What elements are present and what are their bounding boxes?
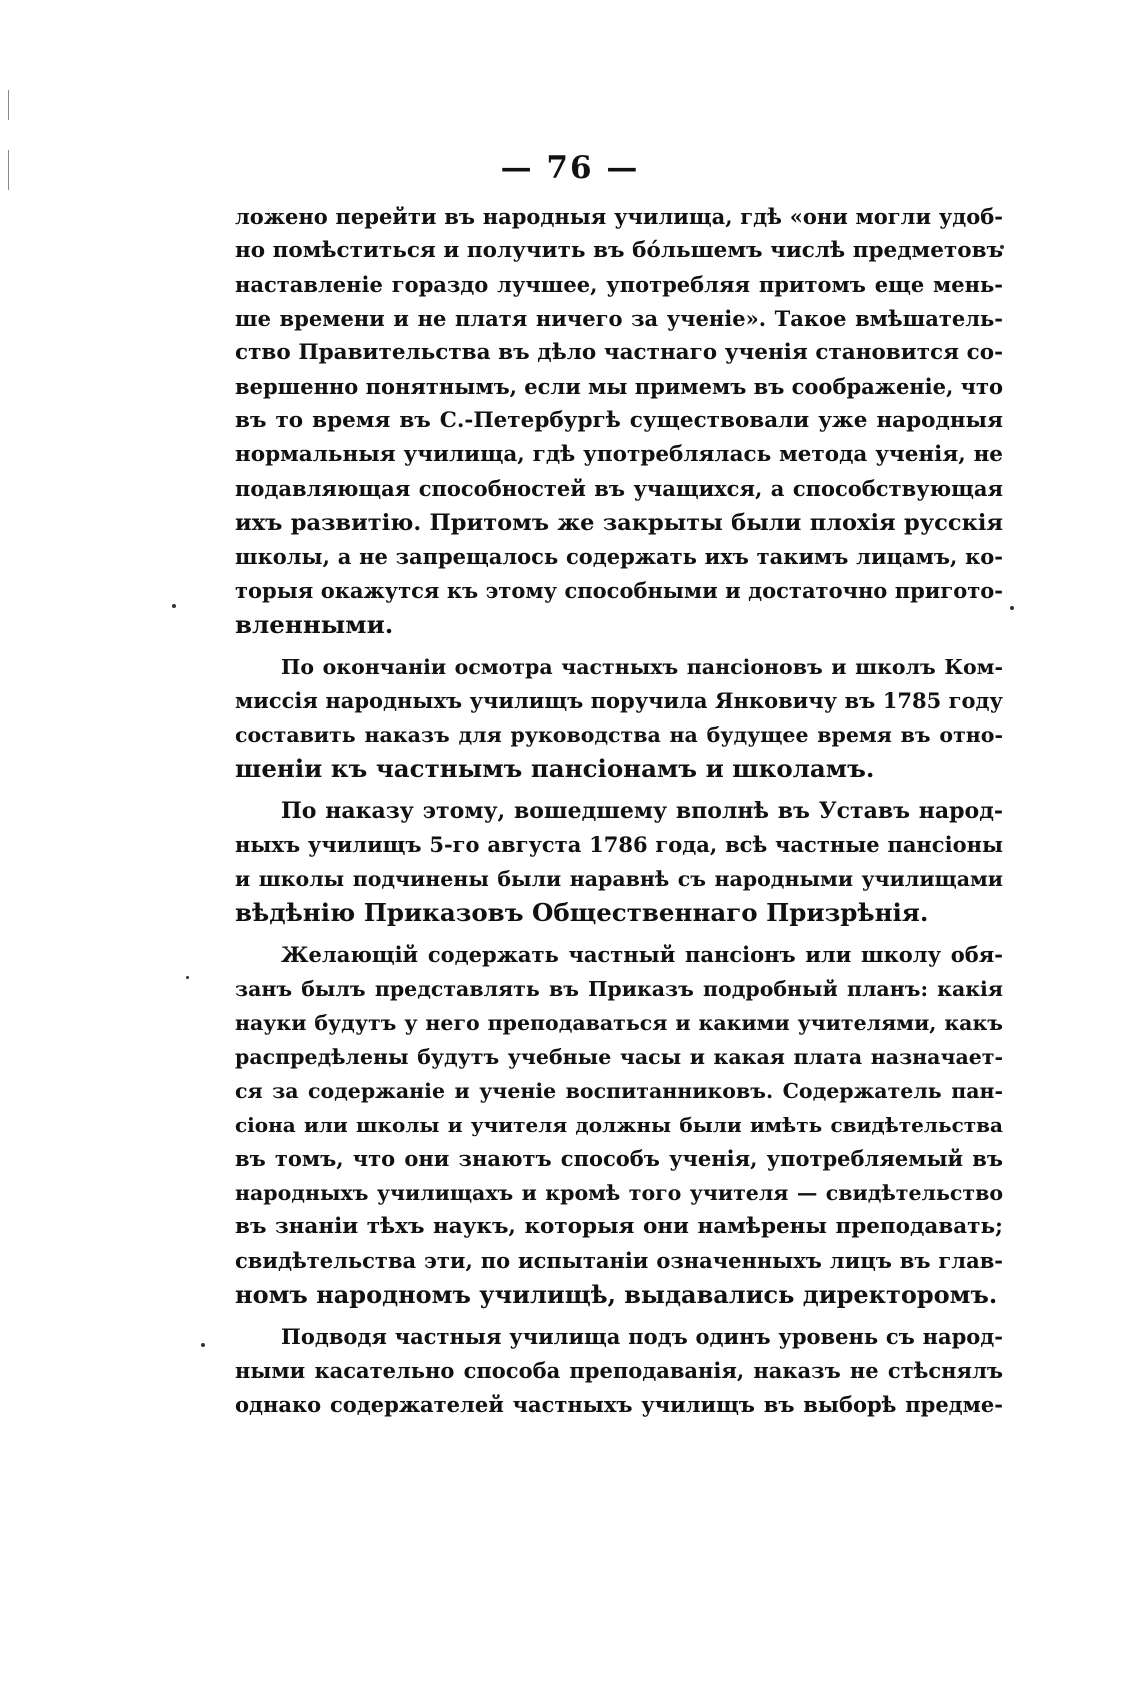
text-line: шеніи къ частнымъ пансіонамъ и школамъ. xyxy=(235,754,875,783)
text-line: Подводя частныя училища подъ одинъ уровень съ народ- xyxy=(281,1324,1003,1349)
text-line: подавляющая способностей въ учащихся, а способствующая xyxy=(235,476,1003,501)
scan-speck xyxy=(201,1343,205,1347)
text-line: ше времени и не платя ничего за ученіе». Такое вмѣшатель- xyxy=(235,306,1003,331)
text-line: По окончаніи осмотра частныхъ пансіоновъ и школъ Ком- xyxy=(281,655,1003,679)
text-line: ихъ развитію. Притомъ же закрыты были плохія русскія xyxy=(235,510,1003,536)
scan-speck xyxy=(172,604,176,608)
text-line: въ знаніи тѣхъ наукъ, которыя они намѣрены преподавать; xyxy=(235,1214,1003,1239)
text-line: ныхъ училищъ 5-го августа 1786 года, всѣ частные пансіоны xyxy=(235,832,1003,857)
scan-speck xyxy=(186,976,189,979)
text-line: вершенно понятнымъ, если мы примемъ въ соображеніе, что xyxy=(235,374,1003,399)
text-line: наставленіе гораздо лучшее, употребляя притомъ еще мень- xyxy=(235,272,1003,297)
text-line: ся за содержаніе и ученіе воспитанниковъ. Содержатель пан- xyxy=(235,1079,1003,1103)
text-line: По наказу этому, вошедшему вполнѣ въ Уставъ народ- xyxy=(281,798,1003,824)
text-line: нормальныя училища, гдѣ употреблялась метода ученія, не xyxy=(235,442,1003,467)
text-line: свидѣтельства эти, по испытаніи означенныхъ лицъ въ глав- xyxy=(235,1248,1003,1273)
text-line: ложено перейти въ народныя училища, гдѣ «они могли удоб- xyxy=(235,204,1003,229)
text-line: распредѣлены будутъ учебные часы и какая плата назначает- xyxy=(235,1045,1003,1069)
text-line: въ томъ, что они знаютъ способъ ученія, употребляемый въ xyxy=(235,1146,1003,1171)
page-number: — 76 — xyxy=(500,150,640,186)
text-line: ство Правительства въ дѣло частнаго ученія становится со- xyxy=(235,340,1003,365)
body-text xyxy=(235,200,1003,1422)
text-line: однако содержателей частныхъ училищъ въ выборѣ предме- xyxy=(235,1392,1003,1417)
paragraph-gap xyxy=(235,930,1003,938)
text-line: науки будутъ у него преподаваться и какими учителями, какъ xyxy=(235,1011,1003,1035)
paragraph-gap xyxy=(235,786,1003,794)
text-line: ными касательно способа преподаванія, наказъ не стѣснялъ xyxy=(235,1358,1003,1383)
text-line: но помѣститься и получить въ бóльшемъ числѣ предметовъ xyxy=(235,238,1003,263)
paragraph-gap xyxy=(235,642,1003,650)
text-line: въ то время въ С.-Петербургѣ существовали уже народныя xyxy=(235,408,1003,433)
text-line: сіона или школы и учителя должны были имѣть свидѣтельства xyxy=(235,1113,1003,1137)
text-line: номъ народномъ училищѣ, выдавались директоромъ. xyxy=(235,1280,998,1309)
scan-edge-line xyxy=(8,90,9,120)
text-line: школы, а не запрещалось содержать ихъ такимъ лицамъ, ко- xyxy=(235,544,1003,569)
text-line: Желающій содержать частный пансіонъ или школу обя- xyxy=(281,942,1003,967)
paragraph-gap xyxy=(235,1312,1003,1320)
text-line: народныхъ училищахъ и кромѣ того учителя — свидѣтельство xyxy=(235,1181,1003,1205)
text-line: занъ былъ представлять въ Приказъ подробный планъ: какія xyxy=(235,977,1003,1001)
text-line: составить наказъ для руководства на будущее время въ отно- xyxy=(235,723,1003,747)
text-line: вленными. xyxy=(235,610,394,639)
text-line: торыя окажутся къ этому способными и достаточно пригото- xyxy=(235,578,1003,603)
text-line: миссія народныхъ училищъ поручила Янковичу въ 1785 году xyxy=(235,688,1003,713)
text-line: вѣдѣнію Приказовъ Общественнаго Призрѣнія. xyxy=(235,898,929,927)
scan-speck xyxy=(1010,606,1014,610)
text-line: и школы подчинены были наравнѣ съ народными училищами xyxy=(235,867,1003,891)
